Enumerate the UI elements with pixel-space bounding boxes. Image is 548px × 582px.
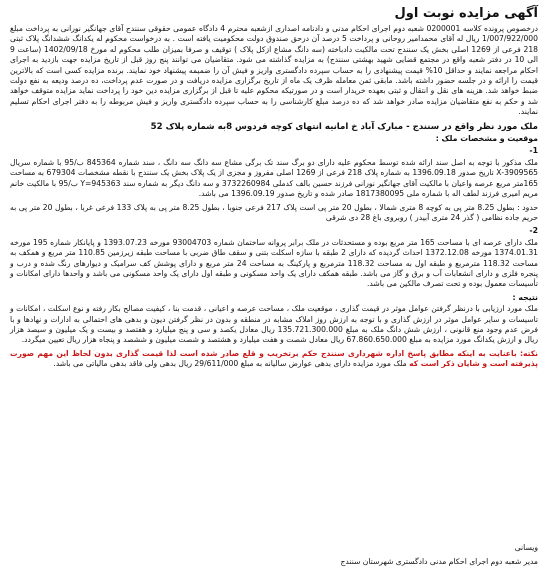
specs-heading: موقعیت و مشخصات ملک : (435, 134, 538, 144)
notice-note-black: ملک مورد مزایده دارای بدهی عوارض سالیانه به مبلغ 29/611/000 ریال بدهی ولی فاقد بدهی مالیاتی می باشد. (53, 359, 407, 369)
signature-title: مدیر شعبه دوم اجرای احکام مدنی دادگستری شهرستان سنندج (340, 556, 538, 566)
property-heading: ملک مورد نظر واقع در سنندج - مبارک آباد خ امانیه انتهای کوچه فردوس 8به شماره پلاک 52 (150, 121, 538, 132)
signature-name: ویسانی (514, 543, 538, 553)
notice-note (10, 349, 538, 370)
building-paragraph: ملک دارای عرصه ای با مساحت 165 متر مربع بوده و مستحدثات در ملک برابر پروانه ساختمان شماره 93004703 مورخه 1393.07.23 و پایانکار شماره 195 مورخه 1374.01.31 مورخه 1372.12.08 احداث گردیده که دارای 2 طبقه با سازه اسکلت بتنی و سقف طاق ضربی با مساحت طبقه زیرزمین 110.85 متر مربع و همکف به مساحت 118.32 مترمربع و طبقه اول به مساحت 118.32 مترمربع و پارکینگ به مساحت 24 متر مربع و دارای پوشش کف سرامیک و دیوارهای رنگ شده و درب و پنجره فلزی و دارای انشعابات آب و برق و گاز می باشد. طبقه همکف دارای یک واحد مسکونی و طبقه اول دارای یک واحد مسکونی می باشد و واحدها دارای امکانات و تأسیسات معمول بوده و تحت تصرف مالکین می باشد. (10, 237, 538, 289)
specs-paragraph: ملک مذکور با توجه به اصل سند ارائه شده توسط محکوم علیه دارای دو برگ سند تک برگی مشاع سه دانگ سه دانگ ، سند شماره 845364 ب/95 با شماره سریال 3909565-X تاریخ صدور 1396.09.18 به شماره پلاک 218 فرعی از 1269 اصلی مفروز و مجزی از یک پلاک بخش یک سنندج با نقطه مشخصات 679304 به مساحت 165متر مربع عرصه واعیان با مالکیت آقای جهانگیر نورانی فرزند حسین بالف کدملی 3732260984 و سه دانگ دیگر به شماره سند Y=945363 ب/95 با مالکیت خانم مریم امیری فرزند لطف اله با شماره ملی 1817380095 صادر شده و تاریخ صدور 1396.09.19 می باشد. (10, 157, 539, 199)
result-paragraph: ملک مورد ارزیابی با درنظر گرفتن عوامل موثر در قیمت گذاری ، موقعیت ملک ، مساحت عرصه و اعیانی ، قدمت بنا ، کیفیت مصالح بکار رفته و نوع اسکلت ، امکانات و تاسیسات و سایر عوامل موثر در ارزش گذاری و با توجه به ارزش روز املاک مشابه در منطقه و بدون در نظر گرفتن دیون و بدهی های احتمالی به ادارات و نهادها و با فرض عدم وجود منع قانونی ، ارزش شش دانگ ملک به مبلغ 135.721.300.000 ریال معادل یکصد و سی و پنج میلیارد و هفتصد و بیست و یک میلیون و سیصد هزار ریال و ارزش یکدانگ مورد مزایده به مبلغ 67.860.650.000 ریال معادل شصت و هفت میلیارد و هشتصد و شصت میلیون و ششصد و پنجاه هزار ریال تعیین میگردد. (10, 304, 538, 345)
notice-note-red: نکته: باعنایت به اینکه مطابق پاسخ اداره شهرداری سنندج حکم برتخریب و قلع صادر شده است لذا قیمت گذاری بدون لحاظ این مهم صورت پذیرفته است و شایان ذکر است که (10, 348, 538, 369)
intro-paragraph: درخصوص پرونده کلاسه 0200001 شعبه دوم اجرای احکام مدنی و دادنامه اصداری ازشعبه محترم 4 دادگاه عمومی حقوقی سنندج آقای جهانگیر نورانی به پرداخت مبلغ 1/007/922/000 ریال له آقای محمدامیر روحانی و پرداخت 5 درصد آن درحق صندوق دولت محکومیت یافته است . به درخواست محکوم له یکدانگ ششدانگ پلاک ثبتی 218 فرعی از 1269 اصلی بخش یک سنندج تحت مالکیت دادباخته (سه دانگ مشاع ازکل پلاک ) توقیف و صرفا بمیزان طلب محکوم له مورخ 1402/09/18 (ساعت 9 الی 10 در دفتر شعبه واقع در مجتمع قضایی شهید بهشتی سنندج) به مزایده گذاشته می شود. متقاضیان می توانند پنج روز قبل از تاریخ مزایده جهت بازدید به اجرای احکام مراجعه نمایند و حداقل 10% قیمت پیشنهادی را به حساب سپرده دادگستری واریز و فیش آن را ضمیمه پیشنهاد خود نمایند. برنده مزایده کسی است که بالاترین قیمت را ارائه و در جلسه حضور داشته باشد. مابقی ثمن معامله ظرف یک ماه از تاریخ برگزاری مزایده دریافت و در صورت عدم پرداخت، ده درصد ودیعه به نفع دولت ضبط خواهد شد. هزینه های نقل و انتقال و ثبتی بعهده خریدار است و در صورتیکه محکوم علیه تا قبل از برگزاری مزایده دین خود را پرداخت نماید مزایده متوقف خواهد شد و حکم به نفع متقاضیان مزایده صادر خواهد شد که ده درصد مبلغ کارشناسی را به حساب سپرده دادگستری واریز و فیش مربوطه را به دفتر اجرای احکام تسلیم نمایند. (10, 24, 538, 117)
result-heading: نتیجه : (512, 292, 538, 302)
subsection-1-label: 1- (529, 146, 538, 156)
notice-title: آگهی مزایده نوبت اول (394, 6, 538, 21)
signature-block (10, 543, 538, 570)
subsection-2-label: 2- (529, 226, 538, 236)
boundaries-paragraph: حدود : بطول 8.25 متر پی به کوچه 8 متری شمالا ، بطول 20 متر پی است پلاک 217 فرعی جنوبا ، بطول 8.25 متر پی به پلاک 133 فرعی غربا ، بطول 20 متر پی به حریم جاده نظامی ( گذر 24 متری آبیدر ) روبروی باغ 28 دی شرقی (10, 202, 539, 222)
auction-notice (10, 6, 538, 570)
